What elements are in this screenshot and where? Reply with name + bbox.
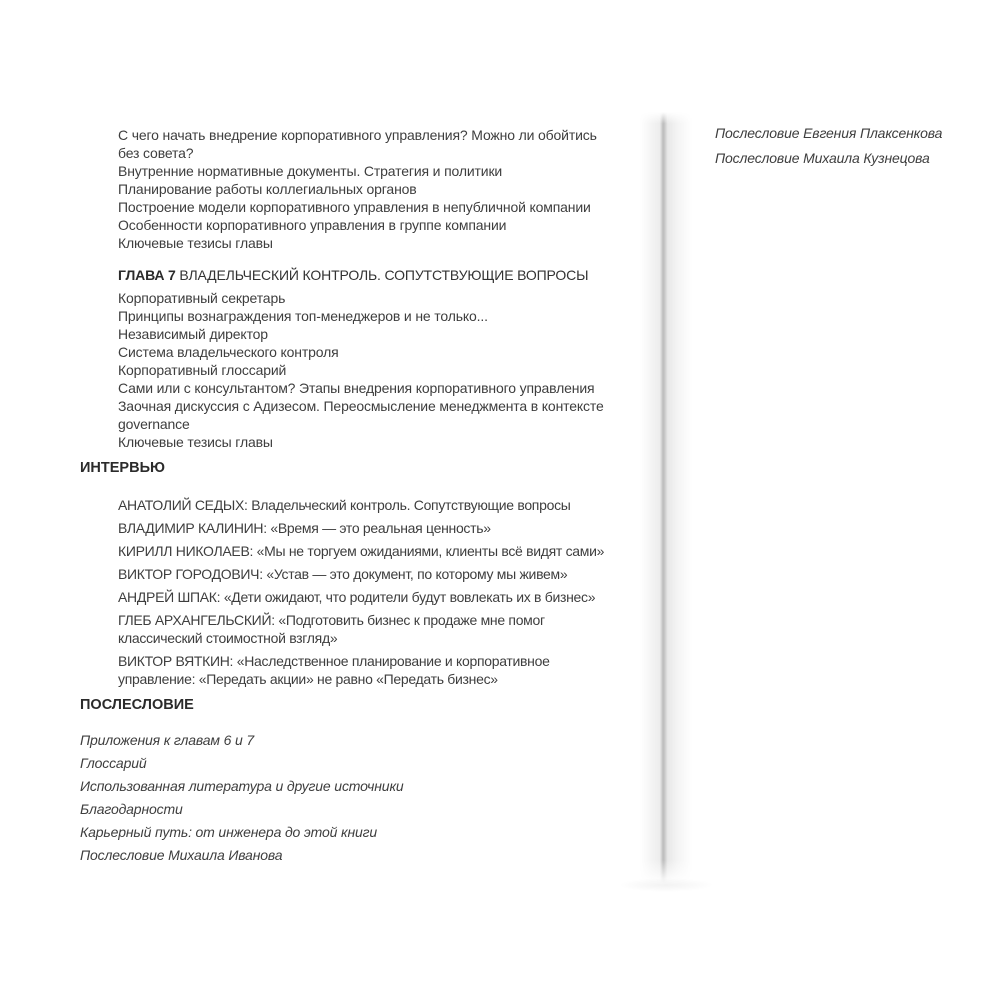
page-gutter-shadow [640, 112, 692, 883]
interview-line: ВИКТОР ГОРОДОВИЧ: «Устав — это документ, по которому мы живем» [118, 566, 568, 582]
interview-entry [118, 611, 640, 647]
toc-line: Ключевые тезисы главы [118, 235, 273, 251]
afterword-toc-line: Послесловие Михаила Кузнецова [715, 150, 930, 166]
interview-entry [118, 652, 640, 688]
chapter7-heading [118, 266, 640, 284]
toc-line: без совета? [118, 145, 194, 161]
interview-line: КИРИЛЛ НИКОЛАЕВ: «Мы не торгуем ожиданиями, клиенты всё видят сами» [118, 543, 605, 559]
toc-line: Построение модели корпоративного управления в непубличной компании [118, 199, 591, 215]
toc-line: Ключевые тезисы главы [118, 434, 273, 450]
toc-line: Принципы вознаграждения топ-менеджеров и не только... [118, 308, 488, 324]
interview-line: ВИКТОР ВЯТКИН: «Наследственное планирование и корпоративное [118, 653, 550, 669]
interview-entry [118, 542, 640, 560]
backmatter-line: Глоссарий [80, 755, 147, 771]
afterword-section-heading: ПОСЛЕСЛОВИЕ [80, 697, 194, 713]
toc-line: governance [118, 416, 190, 432]
interview-line: АНДРЕЙ ШПАК: «Дети ожидают, что родители будут вовлекать их в бизнес» [118, 589, 596, 605]
toc-line: Сами или с консультантом? Этапы внедрения корпоративного управления [118, 380, 595, 396]
interview-entry [118, 519, 640, 537]
afterword-toc-line: Послесловие Евгения Плаксенкова [715, 125, 943, 141]
interview-line: АНАТОЛИЙ СЕДЫХ: Владельческий контроль. Сопутствующие вопросы [118, 497, 571, 513]
backmatter-list [80, 731, 640, 864]
backmatter-line: Карьерный путь: от инженера до этой книги [80, 824, 378, 840]
toc-line: Корпоративный глоссарий [118, 362, 287, 378]
interviews-list [118, 496, 640, 688]
toc-line: Особенности корпоративного управления в группе компании [118, 217, 507, 233]
interview-line: управление: «Передать акции» не равно «Передать бизнес» [118, 671, 498, 687]
interview-line: классический стоимостной взгляд» [118, 630, 338, 646]
interview-entry [118, 496, 640, 514]
backmatter-line: Использованная литература и другие источники [80, 778, 404, 794]
toc-line: Корпоративный секретарь [118, 290, 286, 306]
left-page [80, 126, 640, 869]
toc-line: Внутренние нормативные документы. Стратегия и политики [118, 163, 503, 179]
toc-line: Система владельческого контроля [118, 344, 339, 360]
toc-line: Планирование работы коллегиальных органов [118, 181, 417, 197]
right-page [715, 124, 942, 174]
chapter7-label: ГЛАВА 7 [118, 267, 176, 283]
interview-line: ГЛЕБ АРХАНГЕЛЬСКИЙ: «Подготовить бизнес к продаже мне помог [118, 612, 545, 628]
backmatter-line: Благодарности [80, 801, 183, 817]
toc-line: С чего начать внедрение корпоративного управления? Можно ли обойтись [118, 127, 597, 143]
page-gutter-foot-shadow [618, 878, 714, 892]
interview-line: ВЛАДИМИР КАЛИНИН: «Время — это реальная ценность» [118, 520, 491, 536]
chapter7-title: ВЛАДЕЛЬЧЕСКИЙ КОНТРОЛЬ. СОПУТСТВУЮЩИЕ ВОПРОСЫ [179, 267, 589, 283]
backmatter-line: Послесловие Михаила Иванова [80, 847, 283, 863]
chapter7-toc-items [118, 289, 640, 451]
chapter6-toc-items [118, 126, 640, 252]
toc-line: Заочная дискуссия с Адизесом. Переосмысление менеджмента в контексте [118, 398, 604, 414]
toc-line: Независимый директор [118, 326, 268, 342]
interview-entry [118, 588, 640, 606]
interviews-section-heading: ИНТЕРВЬЮ [80, 460, 165, 476]
backmatter-line: Приложения к главам 6 и 7 [80, 732, 254, 748]
interview-entry [118, 565, 640, 583]
